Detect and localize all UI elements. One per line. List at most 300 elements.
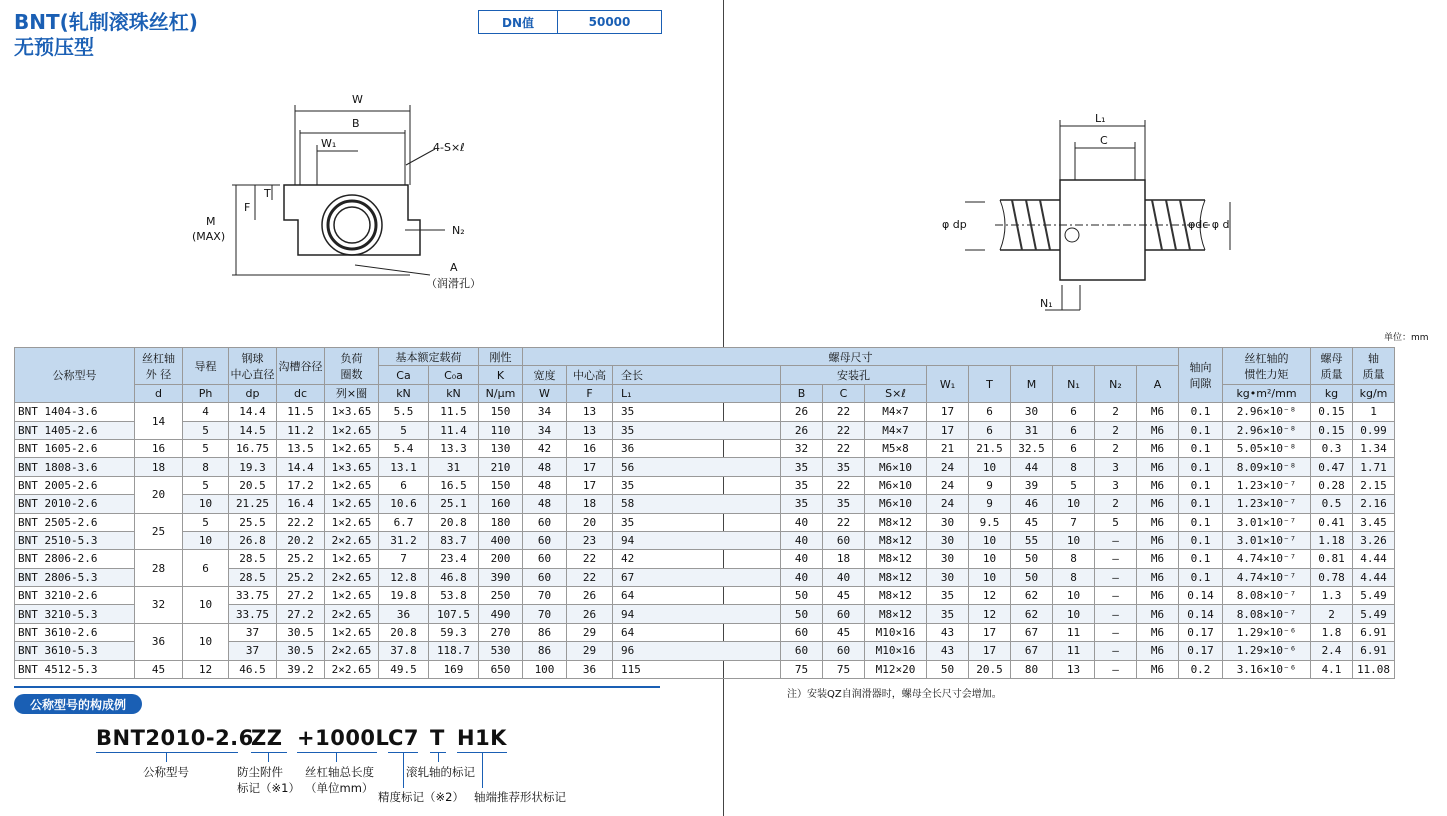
table-cell: 12: [183, 660, 229, 678]
dim-B: B: [352, 117, 360, 130]
table-cell: 16.5: [429, 476, 479, 494]
table-cell: 35: [823, 495, 865, 513]
table-cell: 26: [781, 403, 823, 421]
table-cell: 30.5: [277, 642, 325, 660]
hdr-C: C: [823, 384, 865, 402]
table-cell: 28.5: [229, 568, 277, 586]
table-cell: 46.5: [229, 660, 277, 678]
table-cell: 169: [429, 660, 479, 678]
table-cell: 8: [1053, 550, 1095, 568]
table-cell: 50: [927, 660, 969, 678]
table-cell: 6.91: [1353, 642, 1395, 660]
table-cell: 18: [567, 495, 613, 513]
hdr-rated-load: 基本额定载荷: [379, 348, 479, 366]
model-cell: BNT 1605-2.6: [15, 439, 135, 457]
table-cell: 30: [927, 531, 969, 549]
hdr-T: T: [969, 366, 1011, 403]
table-cell: 13: [1053, 660, 1095, 678]
table-cell: 1.71: [1353, 458, 1395, 476]
model-cell: BNT 2806-2.6: [15, 550, 135, 568]
table-cell: 1×2.65: [325, 421, 379, 439]
table-cell: 0.99: [1353, 421, 1395, 439]
table-cell: 3: [1095, 458, 1137, 476]
table-cell: 22: [823, 403, 865, 421]
table-cell: 60: [823, 605, 865, 623]
table-cell: 13.1: [379, 458, 429, 476]
table-cell: 30: [1011, 403, 1053, 421]
hdr-K-unit: N/μm: [479, 384, 523, 402]
table-cell: 10: [1053, 495, 1095, 513]
table-cell: 16: [135, 439, 183, 457]
table-cell: 0.1: [1179, 568, 1223, 586]
table-cell: M6: [1137, 513, 1179, 531]
table-cell: 22: [823, 421, 865, 439]
table-cell: 45: [135, 660, 183, 678]
table-cell: 45: [1011, 513, 1053, 531]
table-cell: 10: [183, 623, 229, 660]
table-cell: 48: [523, 495, 567, 513]
table-cell: 6: [1053, 439, 1095, 457]
table-cell: M6: [1137, 568, 1179, 586]
table-cell: 1.29×10⁻⁶: [1223, 623, 1311, 641]
table-cell: 35: [927, 605, 969, 623]
table-row: [15, 531, 1395, 549]
hdr-kg: kg: [1311, 384, 1353, 402]
table-cell: 14.5: [229, 421, 277, 439]
table-cell: M6: [1137, 660, 1179, 678]
table-cell: 1.34: [1353, 439, 1395, 457]
table-cell: 2: [1311, 605, 1353, 623]
dim-M: M: [206, 215, 216, 228]
table-cell: 2×2.65: [325, 568, 379, 586]
table-cell: 10: [969, 458, 1011, 476]
table-cell: 30: [927, 568, 969, 586]
table-cell: 18: [135, 458, 183, 476]
table-cell: 0.1: [1179, 531, 1223, 549]
hdr-width: 宽度: [523, 366, 567, 384]
table-cell: 59.3: [429, 623, 479, 641]
table-cell: 26: [567, 605, 613, 623]
table-cell: 86: [523, 623, 567, 641]
footnote: 注）安装QZ自润滑器时，螺母全长尺寸会增加。: [787, 689, 1002, 700]
table-cell: —: [1095, 550, 1137, 568]
hdr-load-turns: 负荷 圈数: [325, 348, 379, 385]
table-cell: 14.4: [277, 458, 325, 476]
label-end: 轴端推荐形状标记: [474, 790, 566, 804]
hdr-N2: N₂: [1095, 366, 1137, 403]
table-cell: 5: [183, 513, 229, 531]
hdr-W: W: [523, 384, 567, 402]
table-cell: 50: [1011, 568, 1053, 586]
table-cell: 23: [567, 531, 613, 549]
table-cell: 1×2.65: [325, 550, 379, 568]
table-cell: 6: [1053, 403, 1095, 421]
table-cell: M6: [1137, 642, 1179, 660]
table-cell: 26.8: [229, 531, 277, 549]
hdr-axial-gap: 轴向 间隙: [1179, 348, 1223, 403]
table-cell: M6: [1137, 421, 1179, 439]
table-cell: 3: [1095, 476, 1137, 494]
table-cell: M8×12: [865, 531, 927, 549]
table-cell: 19.8: [379, 587, 429, 605]
table-cell: 42: [613, 550, 781, 568]
table-cell: 40: [781, 531, 823, 549]
table-cell: 17: [567, 458, 613, 476]
table-cell: M6: [1137, 605, 1179, 623]
table-cell: 2.96×10⁻⁸: [1223, 421, 1311, 439]
table-cell: 55: [1011, 531, 1053, 549]
table-cell: 250: [479, 587, 523, 605]
dn-label: DN值: [479, 11, 558, 33]
table-cell: M6×10: [865, 476, 927, 494]
table-cell: 115: [613, 660, 781, 678]
table-cell: 49.5: [379, 660, 429, 678]
table-cell: 650: [479, 660, 523, 678]
table-cell: 10: [969, 550, 1011, 568]
model-cell: BNT 3610-5.3: [15, 642, 135, 660]
hdr-d: d: [135, 384, 183, 402]
table-cell: 31.2: [379, 531, 429, 549]
dim-C: C: [1100, 134, 1108, 147]
table-cell: 60: [523, 568, 567, 586]
table-cell: 80: [1011, 660, 1053, 678]
table-cell: 1.23×10⁻⁷: [1223, 476, 1311, 494]
table-cell: M8×12: [865, 550, 927, 568]
table-row: [15, 495, 1395, 513]
table-cell: 1×2.65: [325, 439, 379, 457]
table-cell: 1.3: [1311, 587, 1353, 605]
table-cell: 0.17: [1179, 623, 1223, 641]
table-cell: 0.1: [1179, 550, 1223, 568]
dim-dc-d: φdc φ d: [1188, 218, 1230, 231]
table-cell: 24: [927, 495, 969, 513]
hdr-B: B: [781, 384, 823, 402]
table-cell: M6: [1137, 403, 1179, 421]
table-cell: 0.1: [1179, 513, 1223, 531]
table-cell: 8: [1053, 458, 1095, 476]
table-cell: 10: [1053, 605, 1095, 623]
table-cell: 3.26: [1353, 531, 1395, 549]
dn-value-box: [478, 10, 662, 34]
title-line1: BNT(轧制滚珠丝杠): [14, 10, 198, 34]
hdr-mount-hole: 安装孔: [781, 366, 927, 384]
table-cell: 12: [969, 587, 1011, 605]
table-cell: 25.2: [277, 568, 325, 586]
table-cell: 86: [523, 642, 567, 660]
model-cell: BNT 2505-2.6: [15, 513, 135, 531]
table-cell: 14: [135, 403, 183, 440]
table-cell: 50: [1011, 550, 1053, 568]
hdr-K: K: [479, 366, 523, 384]
table-cell: M8×12: [865, 587, 927, 605]
table-cell: 400: [479, 531, 523, 549]
table-cell: 5.5: [379, 403, 429, 421]
hdr-inertia-unit: kg•m²/mm: [1223, 384, 1311, 402]
dim-dp: φ dp: [942, 218, 967, 231]
hdr-Ca: Ca: [379, 366, 429, 384]
table-cell: 4.74×10⁻⁷: [1223, 568, 1311, 586]
table-cell: 3.01×10⁻⁷: [1223, 531, 1311, 549]
table-cell: 160: [479, 495, 523, 513]
table-cell: 180: [479, 513, 523, 531]
table-cell: 62: [1011, 605, 1053, 623]
table-cell: 0.14: [1179, 587, 1223, 605]
table-cell: —: [1095, 642, 1137, 660]
table-cell: 42: [523, 439, 567, 457]
table-row: [15, 476, 1395, 494]
table-cell: M4×7: [865, 403, 927, 421]
hdr-kN-1: kN: [379, 384, 429, 402]
table-cell: 0.1: [1179, 421, 1223, 439]
table-cell: 36: [135, 623, 183, 660]
table-cell: M6: [1137, 439, 1179, 457]
table-cell: 25.1: [429, 495, 479, 513]
table-cell: 0.1: [1179, 495, 1223, 513]
model-cell: BNT 3210-5.3: [15, 605, 135, 623]
table-cell: 36: [613, 439, 781, 457]
table-cell: M8×12: [865, 568, 927, 586]
code-accuracy: C7: [388, 726, 420, 750]
code-length: +1000L: [297, 726, 390, 750]
hdr-M: M: [1011, 366, 1053, 403]
table-cell: 35: [781, 476, 823, 494]
table-cell: M6×10: [865, 495, 927, 513]
table-cell: M8×12: [865, 513, 927, 531]
table-cell: 1.18: [1311, 531, 1353, 549]
hdr-kgm: kg/m: [1353, 384, 1395, 402]
table-cell: 4.1: [1311, 660, 1353, 678]
table-cell: 35: [823, 458, 865, 476]
table-cell: 29: [567, 642, 613, 660]
table-cell: 43: [927, 623, 969, 641]
table-cell: 28: [135, 550, 183, 587]
table-cell: 11.08: [1353, 660, 1395, 678]
table-cell: 46.8: [429, 568, 479, 586]
model-cell: BNT 2510-5.3: [15, 531, 135, 549]
table-cell: 67: [613, 568, 781, 586]
table-cell: 60: [523, 513, 567, 531]
table-cell: 70: [523, 587, 567, 605]
table-cell: 0.81: [1311, 550, 1353, 568]
hdr-dc: dc: [277, 384, 325, 402]
table-cell: 0.1: [1179, 439, 1223, 457]
table-cell: 0.1: [1179, 476, 1223, 494]
table-cell: 5: [183, 476, 229, 494]
hdr-turns: 列×圈: [325, 384, 379, 402]
table-cell: 17.2: [277, 476, 325, 494]
table-cell: 24: [927, 458, 969, 476]
table-cell: —: [1095, 531, 1137, 549]
nut-front-drawing: [180, 85, 500, 300]
table-cell: 75: [823, 660, 865, 678]
dim-N2: N₂: [452, 224, 465, 237]
table-cell: 34: [523, 421, 567, 439]
table-cell: 13.5: [277, 439, 325, 457]
table-cell: 2×2.65: [325, 642, 379, 660]
table-cell: 7: [379, 550, 429, 568]
table-cell: 32.5: [1011, 439, 1053, 457]
table-cell: 48: [523, 476, 567, 494]
hdr-groove: 沟槽谷径: [277, 348, 325, 385]
table-cell: 13: [567, 421, 613, 439]
dim-Mmax: (MAX): [192, 230, 226, 243]
table-cell: 40: [781, 513, 823, 531]
table-cell: 70: [523, 605, 567, 623]
table-row: [15, 458, 1395, 476]
hdr-L1: L₁: [613, 384, 781, 402]
table-cell: 10: [183, 587, 229, 624]
dim-F: F: [244, 201, 251, 214]
table-cell: 20.2: [277, 531, 325, 549]
table-cell: 37: [229, 623, 277, 641]
table-cell: 1×3.65: [325, 403, 379, 421]
table-cell: 6: [969, 403, 1011, 421]
table-cell: 4.44: [1353, 550, 1395, 568]
table-cell: 25.2: [277, 550, 325, 568]
table-cell: 22.2: [277, 513, 325, 531]
hdr-nut-mass: 螺母 质量: [1311, 348, 1353, 385]
table-row: [15, 550, 1395, 568]
table-cell: 30.5: [277, 623, 325, 641]
dim-W: W: [352, 93, 363, 106]
table-cell: 1×2.65: [325, 513, 379, 531]
section-divider: [14, 686, 660, 688]
table-cell: 2×2.65: [325, 660, 379, 678]
table-cell: 96: [613, 642, 781, 660]
table-cell: 50: [781, 605, 823, 623]
table-cell: 32: [135, 587, 183, 624]
table-cell: 0.41: [1311, 513, 1353, 531]
table-cell: 67: [1011, 623, 1053, 641]
table-cell: 2.16: [1353, 495, 1395, 513]
model-cell: BNT 1404-3.6: [15, 403, 135, 421]
table-cell: 39.2: [277, 660, 325, 678]
table-row: [15, 623, 1395, 641]
lubrication-hole-label: （润滑孔）: [426, 277, 481, 290]
table-cell: 35: [781, 495, 823, 513]
table-cell: 13.3: [429, 439, 479, 457]
table-cell: 18: [823, 550, 865, 568]
table-cell: 48: [523, 458, 567, 476]
table-cell: 2: [1095, 439, 1137, 457]
hdr-Ph: Ph: [183, 384, 229, 402]
table-cell: 33.75: [229, 587, 277, 605]
table-cell: —: [1095, 568, 1137, 586]
model-cell: BNT 4512-5.3: [15, 660, 135, 678]
table-cell: 4: [183, 403, 229, 421]
table-cell: 21.5: [969, 439, 1011, 457]
table-cell: 1×3.65: [325, 458, 379, 476]
hdr-rigidity: 刚性: [479, 348, 523, 366]
hdr-lead: 导程: [183, 348, 229, 385]
table-cell: 62: [1011, 587, 1053, 605]
model-cell: BNT 3610-2.6: [15, 623, 135, 641]
table-cell: 5.49: [1353, 605, 1395, 623]
table-cell: 0.1: [1179, 458, 1223, 476]
table-cell: 67: [1011, 642, 1053, 660]
table-cell: 5.05×10⁻⁸: [1223, 439, 1311, 457]
table-cell: 270: [479, 623, 523, 641]
table-cell: 0.2: [1179, 660, 1223, 678]
table-cell: 6.7: [379, 513, 429, 531]
table-cell: 83.7: [429, 531, 479, 549]
table-cell: 27.2: [277, 587, 325, 605]
table-cell: 8: [183, 458, 229, 476]
hdr-nut-dims: 螺母尺寸: [523, 348, 1179, 366]
table-cell: 30: [927, 550, 969, 568]
table-cell: 35: [613, 421, 781, 439]
table-cell: 14.4: [229, 403, 277, 421]
code-zz: ZZ: [251, 726, 283, 750]
table-cell: 9.5: [969, 513, 1011, 531]
table-cell: 150: [479, 403, 523, 421]
table-cell: 11.5: [429, 403, 479, 421]
table-cell: 21: [927, 439, 969, 457]
table-cell: 22: [823, 439, 865, 457]
table-cell: —: [1095, 660, 1137, 678]
table-cell: 50: [781, 587, 823, 605]
table-cell: M12×20: [865, 660, 927, 678]
code-rolled: T: [430, 726, 445, 750]
table-cell: M10×16: [865, 623, 927, 641]
table-cell: 45: [823, 587, 865, 605]
table-cell: 22: [567, 568, 613, 586]
table-cell: 36: [567, 660, 613, 678]
table-cell: 35: [613, 403, 781, 421]
table-cell: 0.28: [1311, 476, 1353, 494]
table-cell: 5: [1053, 476, 1095, 494]
table-cell: 30: [927, 513, 969, 531]
table-cell: M6: [1137, 623, 1179, 641]
table-cell: M6: [1137, 587, 1179, 605]
table-cell: 107.5: [429, 605, 479, 623]
table-cell: 46: [1011, 495, 1053, 513]
table-cell: 20: [135, 476, 183, 513]
table-cell: 10: [969, 531, 1011, 549]
header-row-1: [15, 348, 1395, 366]
table-cell: M6: [1137, 476, 1179, 494]
table-cell: 1.8: [1311, 623, 1353, 641]
table-cell: 2×2.65: [325, 531, 379, 549]
table-cell: 8: [1053, 568, 1095, 586]
label-model: 公称型号: [143, 765, 189, 779]
table-cell: M5×8: [865, 439, 927, 457]
table-cell: M6: [1137, 550, 1179, 568]
nut-side-drawing: [940, 110, 1240, 320]
table-cell: M8×12: [865, 605, 927, 623]
table-cell: 1×2.65: [325, 495, 379, 513]
hdr-A: A: [1137, 366, 1179, 403]
table-cell: —: [1095, 587, 1137, 605]
table-cell: 20: [567, 513, 613, 531]
table-cell: 37: [229, 642, 277, 660]
dim-L1: L₁: [1095, 112, 1106, 125]
hdr-W1: W₁: [927, 366, 969, 403]
table-cell: 3.16×10⁻⁶: [1223, 660, 1311, 678]
table-cell: 64: [613, 623, 781, 641]
table-cell: —: [1095, 605, 1137, 623]
table-cell: 10.6: [379, 495, 429, 513]
table-cell: 94: [613, 531, 781, 549]
table-cell: 60: [781, 623, 823, 641]
table-cell: 1.29×10⁻⁶: [1223, 642, 1311, 660]
table-cell: 35: [927, 587, 969, 605]
table-cell: 7: [1053, 513, 1095, 531]
hdr-SxL: S×ℓ: [865, 384, 927, 402]
table-cell: 3.01×10⁻⁷: [1223, 513, 1311, 531]
table-cell: 0.17: [1179, 642, 1223, 660]
table-cell: 17: [969, 642, 1011, 660]
